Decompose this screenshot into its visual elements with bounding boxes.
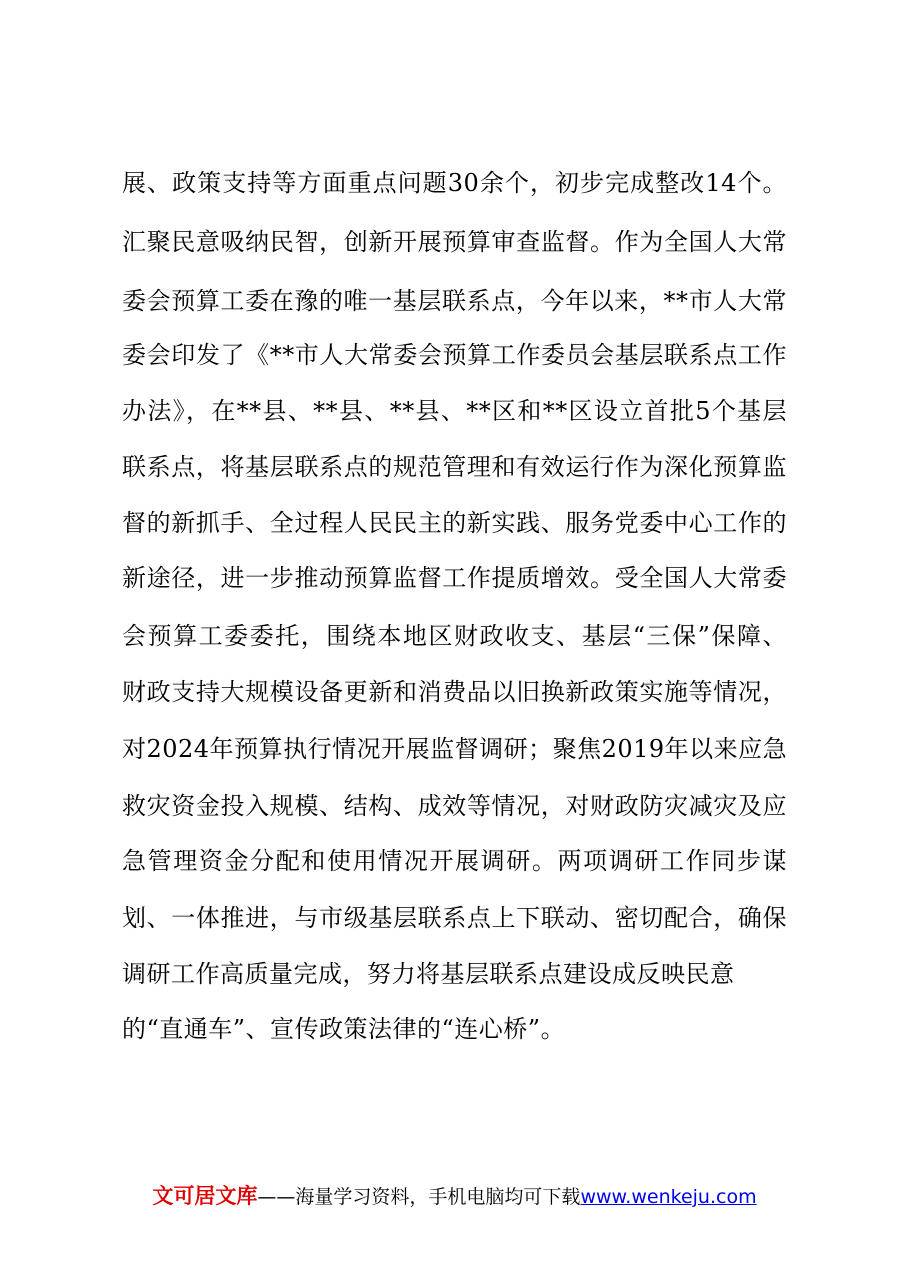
text-line: 新途径，进一步推动预算监督工作提质增效。受全国人大常委 bbox=[122, 564, 787, 592]
brand-name: 文可居文库 bbox=[152, 1184, 258, 1208]
text-line: 办法》，在**县、**县、**县、**区和**区设立首批5个基层 bbox=[122, 397, 787, 425]
text-line: 委会印发了《**市人大常委会预算工作委员会基层联系点工作 bbox=[122, 341, 787, 369]
footer-banner bbox=[0, 1181, 909, 1212]
text-line: 的“直通车”、宣传政策法律的“连心桥”。 bbox=[122, 1015, 566, 1043]
site-link[interactable]: www.wenkeju.com bbox=[580, 1186, 757, 1208]
text-line: 联系点，将基层联系点的规范管理和有效运行作为深化预算监 bbox=[122, 453, 787, 481]
text-line: 汇聚民意吸纳民智，创新开展预算审查监督。作为全国人大常 bbox=[122, 228, 787, 256]
text-line: 调研工作高质量完成，努力将基层联系点建设成反映民意 bbox=[122, 960, 735, 988]
text-line: 展、政策支持等方面重点问题30余个，初步完成整改14个。 bbox=[122, 169, 787, 197]
text-line: 急管理资金分配和使用情况开展调研。两项调研工作同步谋 bbox=[122, 847, 787, 875]
text-line: 财政支持大规模设备更新和消费品以旧换新政策实施等情况， bbox=[122, 678, 787, 706]
text-line: 划、一体推进，与市级基层联系点上下联动、密切配合，确保 bbox=[122, 904, 787, 932]
text-line: 委会预算工委在豫的唯一基层联系点，今年以来，**市人大常 bbox=[122, 287, 787, 315]
footer-tagline: ——海量学习资料，手机电脑均可下载 bbox=[257, 1186, 581, 1208]
text-line: 对2024年预算执行情况开展监督调研；聚焦2019年以来应急 bbox=[122, 735, 788, 763]
text-line: 督的新抓手、全过程人民民主的新实践、服务党委中心工作的 bbox=[122, 509, 787, 537]
text-line: 会预算工委委托，围绕本地区财政收支、基层“三保”保障、 bbox=[122, 622, 787, 650]
text-line: 救灾资金投入规模、结构、成效等情况，对财政防灾减灾及应 bbox=[122, 792, 787, 820]
